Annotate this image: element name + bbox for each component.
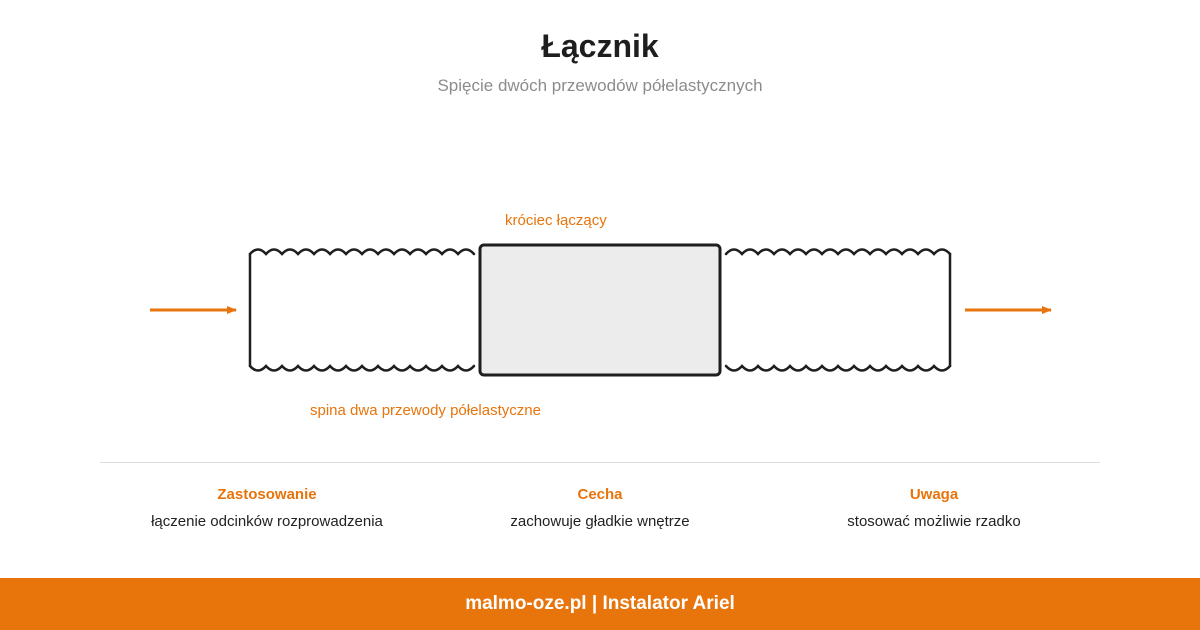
info-feature-heading: Cecha <box>577 486 623 503</box>
info-usage-text: łączenie odcinków rozprowadzenia <box>151 513 383 530</box>
right-hose <box>726 250 950 371</box>
page-subtitle: Spięcie dwóch przewodów półelastycznych <box>437 76 763 95</box>
info-warning <box>774 486 1094 531</box>
info-feature-text: zachowuje gładkie wnętrze <box>510 513 690 530</box>
left-hose <box>250 250 474 371</box>
divider <box>100 462 1100 463</box>
page-title: Łącznik <box>541 28 659 64</box>
footer-banner: malmo-oze.pl | Instalator Ariel <box>0 578 1200 630</box>
hose-label: spina dwa przewody półelastyczne <box>310 402 541 419</box>
left-hose-bottom-edge <box>250 366 474 371</box>
info-warning-heading: Uwaga <box>909 486 959 503</box>
info-feature <box>440 486 760 531</box>
info-warning-text: stosować możliwie rzadko <box>847 513 1021 530</box>
connector-label: króciec łączący <box>505 212 607 229</box>
left-hose-top-edge <box>250 250 474 255</box>
connector-body <box>480 245 720 375</box>
right-hose-top-edge <box>726 250 950 255</box>
info-usage-heading: Zastosowanie <box>217 486 317 503</box>
right-hose-bottom-edge <box>726 366 950 371</box>
info-usage <box>107 486 427 531</box>
